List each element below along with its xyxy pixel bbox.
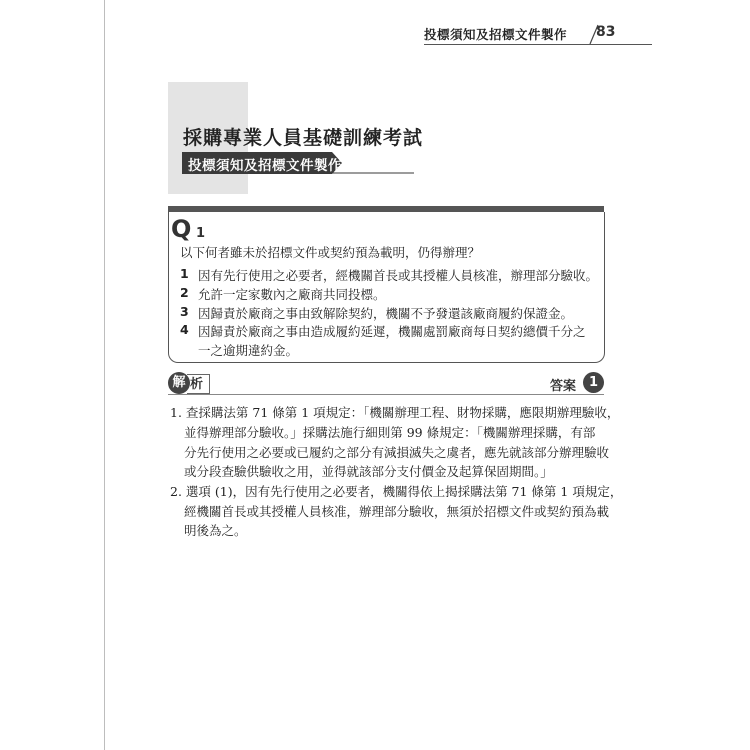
question-number: 1 [196, 226, 206, 241]
chapter-subtitle-banner [182, 152, 414, 174]
option-text: 因有先行使用之必要者，經機關首長或其授權人員核准，辦理部分驗收。 [198, 268, 599, 283]
question-stem: 以下何者雖未於招標文件或契約預為載明，仍得辦理？ [180, 245, 481, 260]
option-text: 因歸責於廠商之事由致解除契約，機關不予發還該廠商履約保證金。 [198, 306, 574, 321]
page-edge-line [104, 0, 105, 750]
chapter-title: 採購專業人員基礎訓練考試 [183, 127, 424, 149]
answer-value-badge: 1 [583, 372, 604, 393]
analysis-label-rest: 析 [190, 377, 204, 392]
running-header [424, 23, 652, 45]
page-number: 83 [596, 24, 616, 40]
explanation-1-line-4: 或分段查驗供驗收之用，並得就該部分支付價金及起算保固期間。」 [184, 464, 553, 479]
option-text: 因歸責於廠商之事由造成履約延遲，機關處罰廠商每日契約總價千分之 [198, 324, 586, 339]
question-label: Q [171, 215, 192, 243]
explanation-2-line-3: 明後為之。 [184, 523, 247, 538]
option-number: 4 [180, 322, 189, 337]
analysis-label [168, 372, 212, 396]
option-number: 3 [180, 304, 189, 319]
option-text: 允許一定家數內之廠商共同投標。 [198, 287, 386, 302]
explanation-2-line-1: 2. 選項 (1)，因有先行使用之必要者，機關得依上揭採購法第 71 條第 1 項規定， [170, 484, 623, 499]
chapter-subtitle: 投標須知及招標文件製作 [188, 158, 342, 174]
option-number: 1 [180, 266, 189, 281]
analysis-label-circle: 解 [168, 372, 190, 394]
analysis-rule [168, 394, 604, 395]
option-number: 2 [180, 285, 189, 300]
explanation-1-line-2: 並得辦理部分驗收。」採購法施行細則第 99 條規定：「機關辦理採購，有部 [184, 425, 596, 440]
header-rule [424, 44, 652, 45]
answer-label: 答案 [550, 379, 577, 394]
running-header-title: 投標須知及招標文件製作 [424, 27, 568, 42]
explanation-1-line-3: 分先行使用之必要或已履約之部分有減損滅失之虞者，應先就該部分辦理驗收 [184, 445, 610, 460]
option-text-continued: 一之逾期違約金。 [198, 343, 299, 358]
explanation-2-line-2: 經機關首長或其授權人員核准，辦理部分驗收，無須於招標文件或契約預為載 [184, 504, 610, 519]
explanation-1-line-1: 1. 查採購法第 71 條第 1 項規定：「機關辦理工程、財物採購，應限期辦理驗收， [170, 405, 620, 420]
